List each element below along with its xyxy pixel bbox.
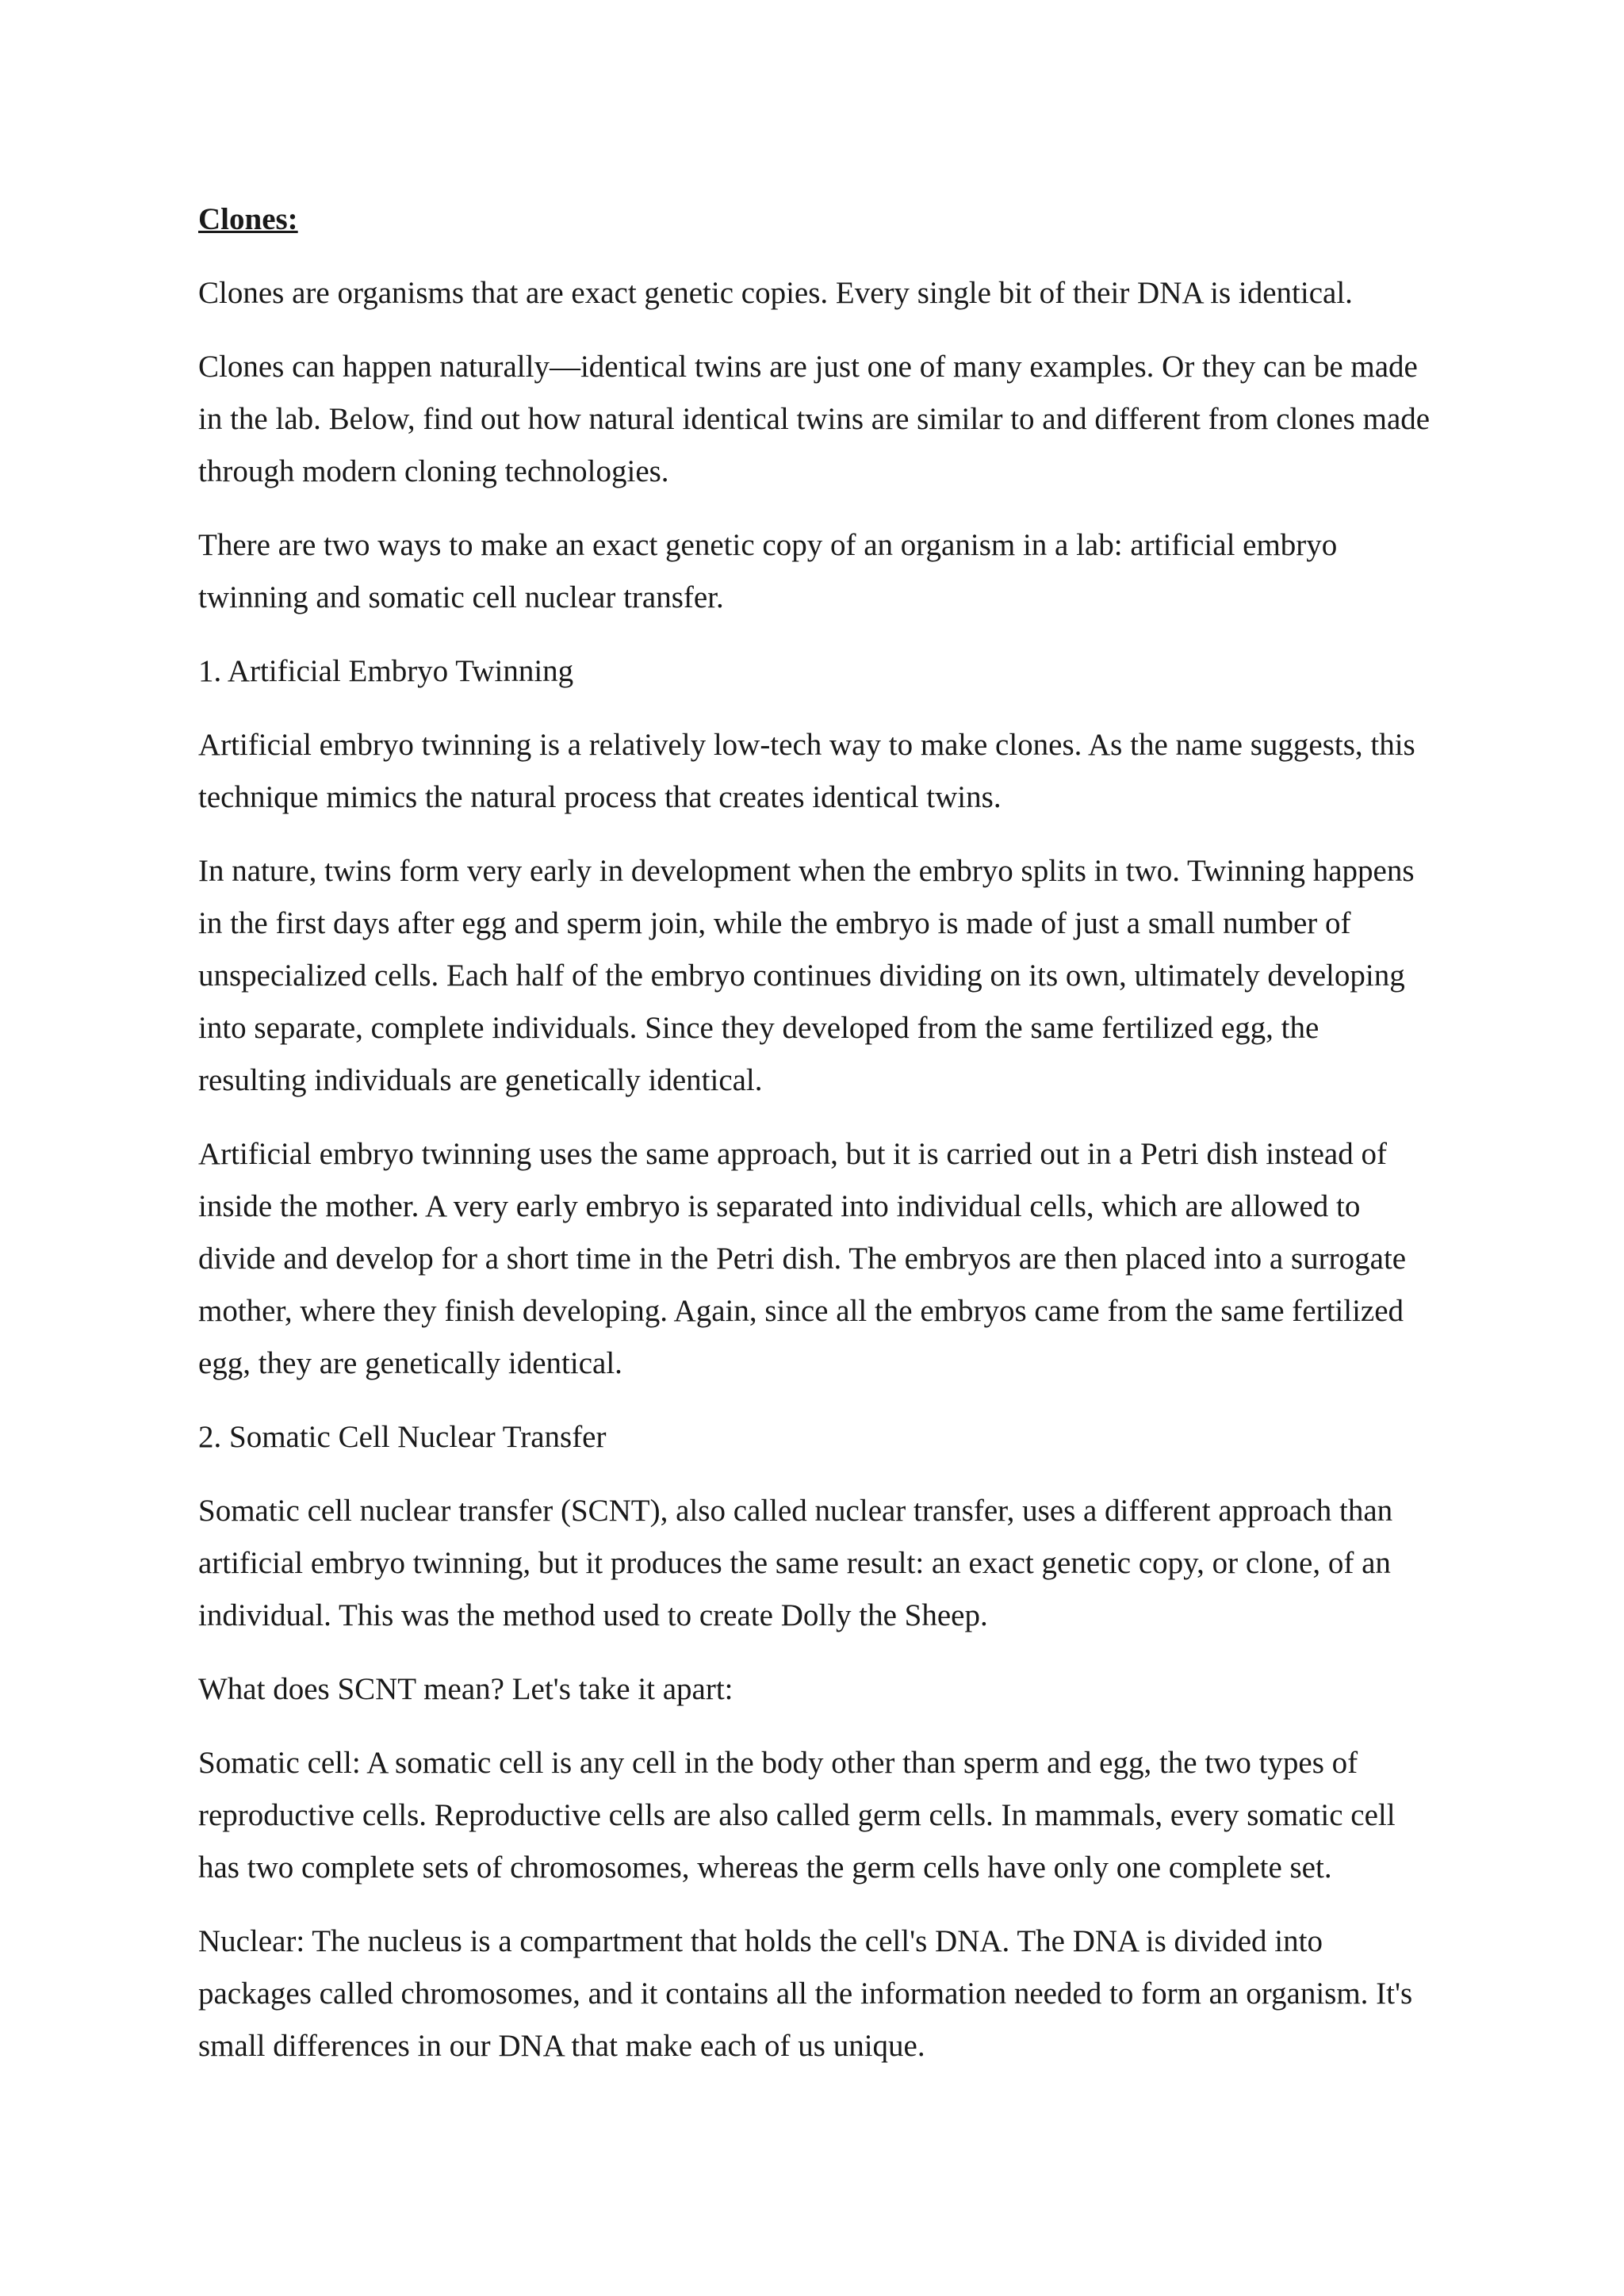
page-title: Clones: [198,202,298,236]
natural-twinning-paragraph: In nature, twins form very early in development when the embryo splits in two. Twinning happens in the first days after egg and sperm join, while the embryo is made of just a small number of unspecialized cells. Each half of the embryo continues dividing on its own, ultimately developing into separate, complete individuals. Since they developed from the same fertilized egg, the resulting individuals are genetically identical. [198,854,1415,1097]
petri-dish-paragraph: Artificial embryo twinning uses the same approach, but it is carried out in a Petri dish instead of inside the mother. A very early embryo is separated into individual cells, which are allowed to divide and develop for a short time in the Petri dish. The embryos are then placed into a surrogate mother, where they finish developing. Again, since all the embryos came from the same fertilized egg, they are genetically identical. [198,1137,1407,1380]
somatic-cell-paragraph: Somatic cell: A somatic cell is any cell in the body other than sperm and egg, the two types of reproductive cells. Reproductive cells are also called germ cells. In mammals, every somatic cell has two complete sets of chromosomes, whereas the germ cells have only one complete set. [198,1746,1396,1885]
lab-methods-paragraph: There are two ways to make an exact genetic copy of an organism in a lab: artificial embryo twinning and somatic cell nuclear transfer. [198,528,1338,614]
intro-paragraph: Clones are organisms that are exact genetic copies. Every single bit of their DNA is identical. [198,276,1353,310]
nuclear-paragraph: Nuclear: The nucleus is a compartment that holds the cell's DNA. The DNA is divided into packages called chromosomes, and it contains all the information needed to form an organism. It's small differences in our DNA that make each of us unique. [198,1924,1413,2063]
natural-clones-paragraph: Clones can happen naturally—identical twins are just one of many examples. Or they can be made in the lab. Below, find out how natural identical twins are similar to and different from clones made through modern cloning technologies. [198,350,1431,488]
scnt-intro-paragraph: Somatic cell nuclear transfer (SCNT), also called nuclear transfer, uses a different approach than artificial embryo twinning, but it produces the same result: an exact genetic copy, or clone, of an individual. This was the method used to create Dolly the Sheep. [198,1494,1393,1632]
section-heading-embryo-twinning: 1. Artificial Embryo Twinning [198,654,574,688]
scnt-question-paragraph: What does SCNT mean? Let's take it apart: [198,1672,733,1706]
section-heading-scnt: 2. Somatic Cell Nuclear Transfer [198,1420,607,1454]
embryo-twinning-intro-paragraph: Artificial embryo twinning is a relatively low-tech way to make clones. As the name suggests, this technique mimics the natural process that creates identical twins. [198,728,1415,814]
